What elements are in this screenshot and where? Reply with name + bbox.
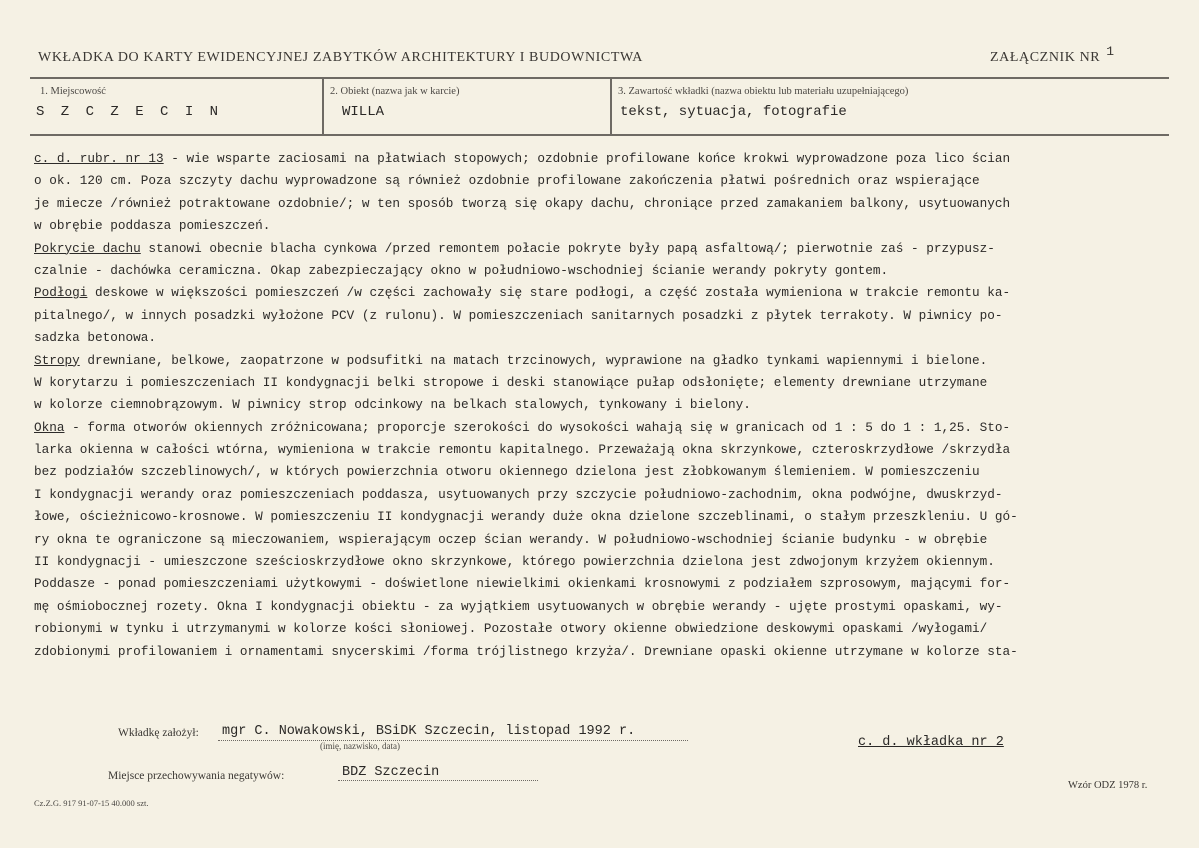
founded-value: mgr C. Nowakowski, BSiDK Szczecin, listopad 1992 r.	[222, 724, 636, 739]
header-rule-bottom	[30, 134, 1169, 136]
attachment-label: ZAŁĄCZNIK NR	[990, 50, 1101, 65]
founded-label: Wkładkę założył:	[118, 727, 199, 739]
text-line	[34, 394, 1176, 416]
column-divider-2	[610, 78, 612, 135]
text-segment: pitalnego/, w innych posadzki wyłożone PCV (z rulonu). W pomieszczeniach sanitarnych posadzki z płytek terrakoty. W piwnicy po-	[34, 307, 1003, 323]
text-segment: w kolorze ciemnobrązowym. W piwnicy strop odcinkowy na belkach stalowych, tynkowany i bielony.	[34, 397, 751, 413]
text-segment: w obrębie poddasza pomieszczeń.	[34, 218, 271, 234]
text-line	[34, 461, 1176, 483]
text-segment: - wie wsparte zaciosami na płatwiach stopowych; ozdobnie profilowane końce krokwi wyprowadzone poza lico ścian	[163, 151, 1011, 166]
section-heading: Stropy	[34, 352, 80, 368]
text-line	[34, 573, 1176, 595]
form-title: WKŁADKA DO KARTY EWIDENCYJNEJ ZABYTKÓW ARCHITEKTURY I BUDOWNICTWA	[38, 50, 643, 65]
text-segment: zdobionymi profilowaniem i ornamentami snycerskimi /forma trójlistnego krzyża/. Drewniane opaski okienne utrzymane w kolorze sta-	[34, 643, 1018, 659]
text-line	[34, 618, 1176, 640]
text-line	[34, 372, 1176, 394]
text-line	[34, 148, 1176, 170]
template-code: Wzór ODZ 1978 r.	[1068, 780, 1148, 791]
founded-line	[218, 740, 688, 741]
text-segment: larka okienna w całości wtórna, wymieniona w trakcie remontu kapitalnego. Przeważają okna skrzynkowe, czteroskrzydłowe /skrzydła	[34, 442, 1011, 458]
founded-hint: (imię, nazwisko, data)	[320, 741, 400, 751]
attachment-value: 1	[1106, 44, 1115, 59]
contents-value: tekst, sytuacja, fotografie	[620, 104, 847, 120]
text-line	[34, 551, 1176, 573]
text-segment: W korytarzu i pomieszczeniach II kondygnacji belki stropowe i deski stanowiące pułap odsłonięte; elementy drewniane utrzymane	[34, 374, 988, 390]
text-segment: bez podziałów szczeblinowych/, w których powierzchnia otworu okiennego dzielona jest złobkowanym ślemieniem. W pomieszczeniu	[34, 464, 980, 480]
text-line	[34, 484, 1176, 506]
text-segment: mę ośmiobocznej rozety. Okna I kondygnacji obiektu - za wyjątkiem usytuowanych w obrębie werandy - ujęte prostymi opaskami, wy-	[34, 598, 1003, 614]
text-segment: łowe, ościeżnicowo-krosnowe. W pomieszczeniu II kondygnacji werandy duże okna dzielone szczeblinami, o stałym przeszkleniu. U gó-	[34, 509, 1018, 525]
text-segment: stanowi obecnie blacha cynkowa /przed remontem połacie pokryte były papą asfaltową/; pierwotnie zaś - przypusz-	[140, 240, 995, 256]
text-line	[34, 260, 1176, 282]
section-heading: c. d. rubr. nr 13	[34, 151, 164, 166]
text-segment: deskowe w większości pomieszczeń /w części zachowały się stare podłogi, a część została wymieniona w trakcie remontu ka-	[87, 285, 1011, 301]
continued-text: c. d. wkładka nr 2	[858, 735, 1004, 750]
text-line	[34, 327, 1176, 349]
locality-value: S Z C Z E C I N	[36, 104, 223, 120]
text-line	[34, 506, 1176, 528]
text-segment: II kondygnacji - umieszczone sześcioskrzydłowe okno skrzynkowe, którego powierzchnia dzielona jest zdwojonym krzyżem okiennym.	[34, 554, 995, 570]
text-line	[34, 350, 1176, 372]
text-segment: je miecze /również potraktowane ozdobnie/; w ten sposób tworzą się okapy dachu, chroniące przed zamakaniem balkony, usytuowanych	[34, 195, 1011, 211]
column-divider-1	[322, 78, 324, 135]
text-segment: robionymi w tynku i utrzymanymi w kolorze kości słoniowej. Pozostałe otwory okienne obwiedzione deskowymi opaskami /wyłogami/	[34, 621, 988, 637]
text-segment: I kondygnacji werandy oraz pomieszczeniach poddasza, usytuowanych przy szczycie południowo-zachodnim, okna podwójne, dwuskrzyd-	[34, 486, 1003, 502]
text-line	[34, 596, 1176, 618]
text-line	[34, 529, 1176, 551]
text-line	[34, 641, 1176, 663]
section-heading: Pokrycie dachu	[34, 240, 141, 256]
text-line	[34, 282, 1176, 304]
section-heading: Okna	[34, 419, 65, 435]
text-segment: o ok. 120 cm. Poza szczyty dachu wyprowadzone są również ozdobnie profilowane zakończenia płatwi pośrednich oraz wspierające	[34, 173, 980, 189]
text-line	[34, 305, 1176, 327]
print-code: Cz.Z.G. 917 91-07-15 40.000 szt.	[34, 798, 149, 808]
attachment-number	[990, 44, 1115, 66]
text-segment: - forma otworów okiennych zróżnicowana; proporcje szerokości do wysokości wahają się w granicach od 1 : 5 do 1 : 1,25. Sto-	[64, 419, 1011, 435]
continued-note	[858, 735, 1004, 750]
header-rule-top	[30, 77, 1169, 79]
object-value: WILLA	[342, 104, 385, 120]
text-line	[34, 193, 1176, 215]
text-line	[34, 238, 1176, 260]
text-segment: sadzka betonowa.	[34, 330, 157, 346]
description-text	[34, 148, 1184, 663]
text-line	[34, 417, 1176, 439]
locality-label: 1. Miejscowość	[40, 86, 106, 97]
text-line	[34, 439, 1176, 461]
contents-label: 3. Zawartość wkładki (nazwa obiektu lub materiału uzupełniającego)	[618, 86, 909, 97]
text-segment: drewniane, belkowe, zaopatrzone w podsufitki na matach trzcinowych, wyprawione na gładko tynkami wapiennymi i bielone.	[79, 352, 988, 368]
text-segment: ry okna te ograniczone są mieczowaniem, wspierającym oczep ścian werandy. W południowo-wschodniej ścianie budynku - w obrębie	[34, 531, 988, 547]
text-line	[34, 215, 1176, 237]
text-segment: czalnie - dachówka ceramiczna. Okap zabezpieczający okno w południowo-wschodniej ścianie werandy pokryty gontem.	[34, 262, 889, 278]
text-segment: Poddasze - ponad pomieszczeniami użytkowymi - doświetlone niewielkimi okienkami krosnowymi z podziałem szprosowym, mającymi for-	[34, 576, 1011, 592]
text-line	[34, 170, 1176, 192]
negatives-label: Miejsce przechowywania negatywów:	[108, 770, 285, 782]
section-heading: Podłogi	[34, 285, 88, 301]
negatives-value: BDZ Szczecin	[342, 765, 440, 780]
negatives-line	[338, 780, 538, 781]
object-label: 2. Obiekt (nazwa jak w karcie)	[330, 86, 460, 97]
